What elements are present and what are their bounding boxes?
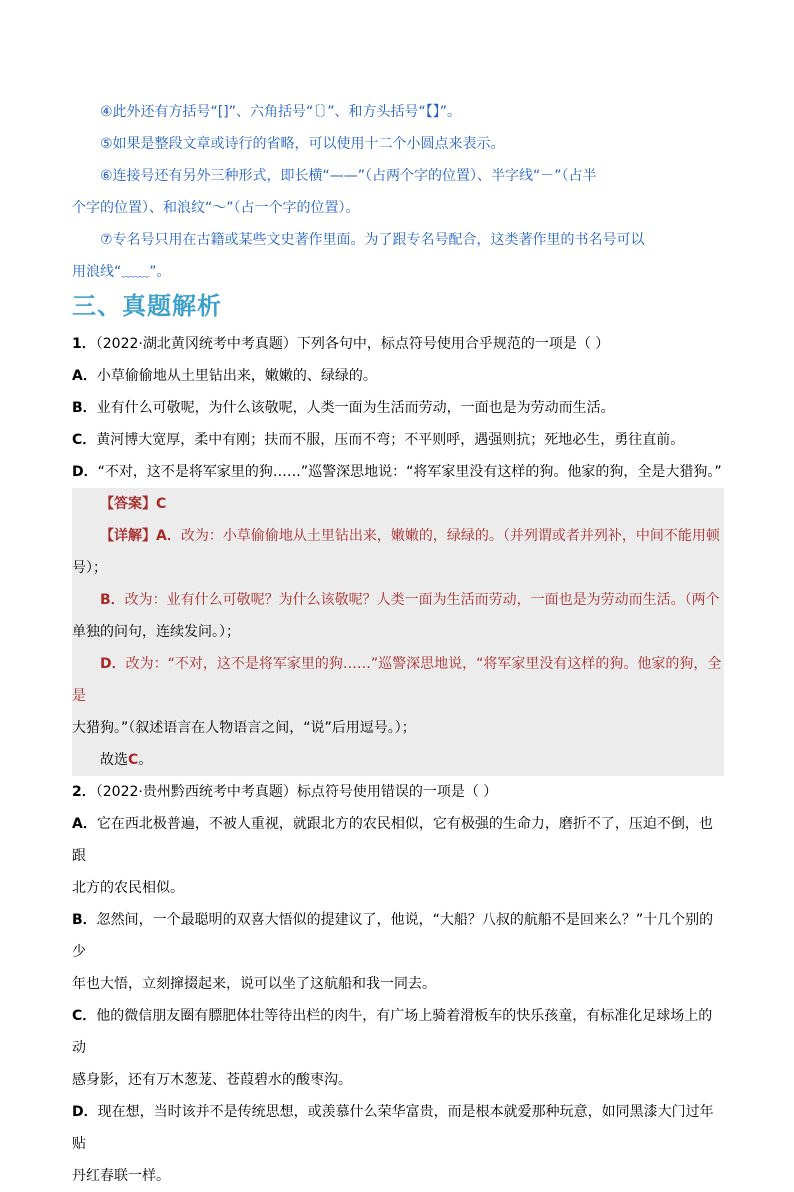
option-label: A． xyxy=(72,816,97,832)
question-list xyxy=(72,328,724,1192)
detail-line xyxy=(72,584,724,616)
conclusion-line xyxy=(72,744,724,776)
option-item-continued: 感身影，还有万木葱茏、苍葭碧水的酸枣沟。 xyxy=(72,1072,352,1088)
option-item xyxy=(72,456,724,488)
detail-line: 大猎狗。”（叙述语言在人物语言之间，“说”后用逗号。）； xyxy=(72,720,416,736)
note-item: 个字的位置）、和浪纹“～”（占一个字的位置）。 xyxy=(72,200,360,216)
option-text: 它在西北极普遍，不被人重视，就跟北方的农民相似，它有极强的生命力，磨折不了，压迫不倒，也跟 xyxy=(72,816,713,864)
option-label: D． xyxy=(72,464,98,480)
option-text: 他的微信朋友圈有膘肥体壮等待出栏的肉牛，有广场上骑着滑板车的快乐孩童，有标准化足球场上的动 xyxy=(72,1008,713,1056)
option-item xyxy=(72,360,724,392)
conclusion-suffix: 。 xyxy=(138,752,153,768)
conclusion-prefix: 故选 xyxy=(100,752,128,768)
option-item xyxy=(72,392,724,424)
note-item: ⑦专名号只用在古籍或某些文史著作里面。为了跟专名号配合，这类著作里的书名号可以 xyxy=(100,232,645,248)
detail-text: 改为：业有什么可敬呢？为什么该敬呢？人类一面为生活而劳动，一面也是为劳动而生活。（两个 xyxy=(124,592,720,608)
note-item: ④此外还有方括号“[]”、六角括号“〔〕”、和方头括号“【】”。 xyxy=(100,104,461,120)
answer-line xyxy=(72,488,724,520)
answer-explanation-box xyxy=(72,488,724,776)
detail-option-label: B． xyxy=(100,592,125,608)
question-text: （2022·湖北黄冈统考中考真题）下列各句中，标点符号使用合乎规范的一项是（ ） xyxy=(95,336,610,352)
option-item xyxy=(72,424,724,456)
option-item-continued: 年也大悟，立刻撺掇起来，说可以坐了这航船和我一同去。 xyxy=(72,976,436,992)
detail-line: 号）； xyxy=(72,560,107,576)
option-text: 现在想，当时该并不是传统思想，或羡慕什么荣华富贵，而是根本就爱那种玩意，如同黑漆大门过年贴 xyxy=(72,1104,714,1152)
option-text: 黄河博大宽厚，柔中有刚；扶而不服，压而不弯；不平则呼，遇强则抗；死地必生，勇往直前。 xyxy=(96,432,685,448)
answer-tag: 【答案】 xyxy=(100,496,156,512)
note-item: ⑤如果是整段文章或诗行的省略，可以使用十二个小圆点来表示。 xyxy=(100,136,505,152)
answer-value: C xyxy=(156,496,167,512)
option-text: 忽然间，一个最聪明的双喜大悟似的提建议了，他说，“大船？八叔的航船不是回来么？”十几个别的少 xyxy=(72,912,714,960)
punctuation-notes xyxy=(72,96,724,288)
option-label: B． xyxy=(72,400,97,416)
option-label: B． xyxy=(72,912,97,928)
conclusion-answer: C xyxy=(128,752,139,768)
detail-text: 改为：“不对，这不是将军家里的狗……”巡警深思地说，“将军家里没有这样的狗。他家的狗，全是 xyxy=(72,656,722,704)
option-label: A． xyxy=(72,368,97,384)
option-item-continued: 北方的农民相似。 xyxy=(72,880,184,896)
question-number: 1． xyxy=(72,336,96,352)
option-label: C． xyxy=(72,432,97,448)
note-item: 用浪线“﹏﹏”。 xyxy=(72,264,171,280)
option-text: 业有什么可敬呢，为什么该敬呢，人类一面为生活而劳动，一面也是为劳动而生活。 xyxy=(96,400,615,416)
note-item: ⑥连接号还有另外三种形式，即长横“——”（占两个字的位置）、半字线“－”（占半 xyxy=(100,168,597,184)
detail-line: 单独的问句，连续发问。）； xyxy=(72,624,240,640)
option-text: “不对，这不是将军家里的狗……”巡警深思地说：“将军家里没有这样的狗。他家的狗，全是大猎狗。” xyxy=(97,464,722,480)
question-stem xyxy=(72,776,724,808)
option-item xyxy=(72,904,724,968)
option-label: C． xyxy=(72,1008,97,1024)
detail-line xyxy=(72,648,724,712)
option-item-continued: 丹红春联一样。 xyxy=(72,1168,170,1184)
option-item xyxy=(72,808,724,872)
detail-text: 改为：小草偷偷地从土里钻出来，嫩嫩的，绿绿的。（并列谓或者并列补，中间不能用顿 xyxy=(180,528,720,544)
option-text: 小草偷偷地从土里钻出来，嫩嫩的、绿绿的。 xyxy=(96,368,377,384)
question-number: 2． xyxy=(72,784,96,800)
option-item xyxy=(72,1000,724,1064)
detail-tag: 【详解】 xyxy=(100,528,156,544)
detail-option-label: D． xyxy=(100,656,126,672)
option-label: D． xyxy=(72,1104,98,1120)
detail-option-label: A． xyxy=(156,528,181,544)
detail-line xyxy=(72,520,724,552)
section-title: 三、真题解析 xyxy=(72,292,222,320)
question-text: （2022·贵州黔西统考中考真题）标点符号使用错误的一项是（ ） xyxy=(95,784,498,800)
option-item xyxy=(72,1096,724,1160)
question-stem xyxy=(72,328,724,360)
